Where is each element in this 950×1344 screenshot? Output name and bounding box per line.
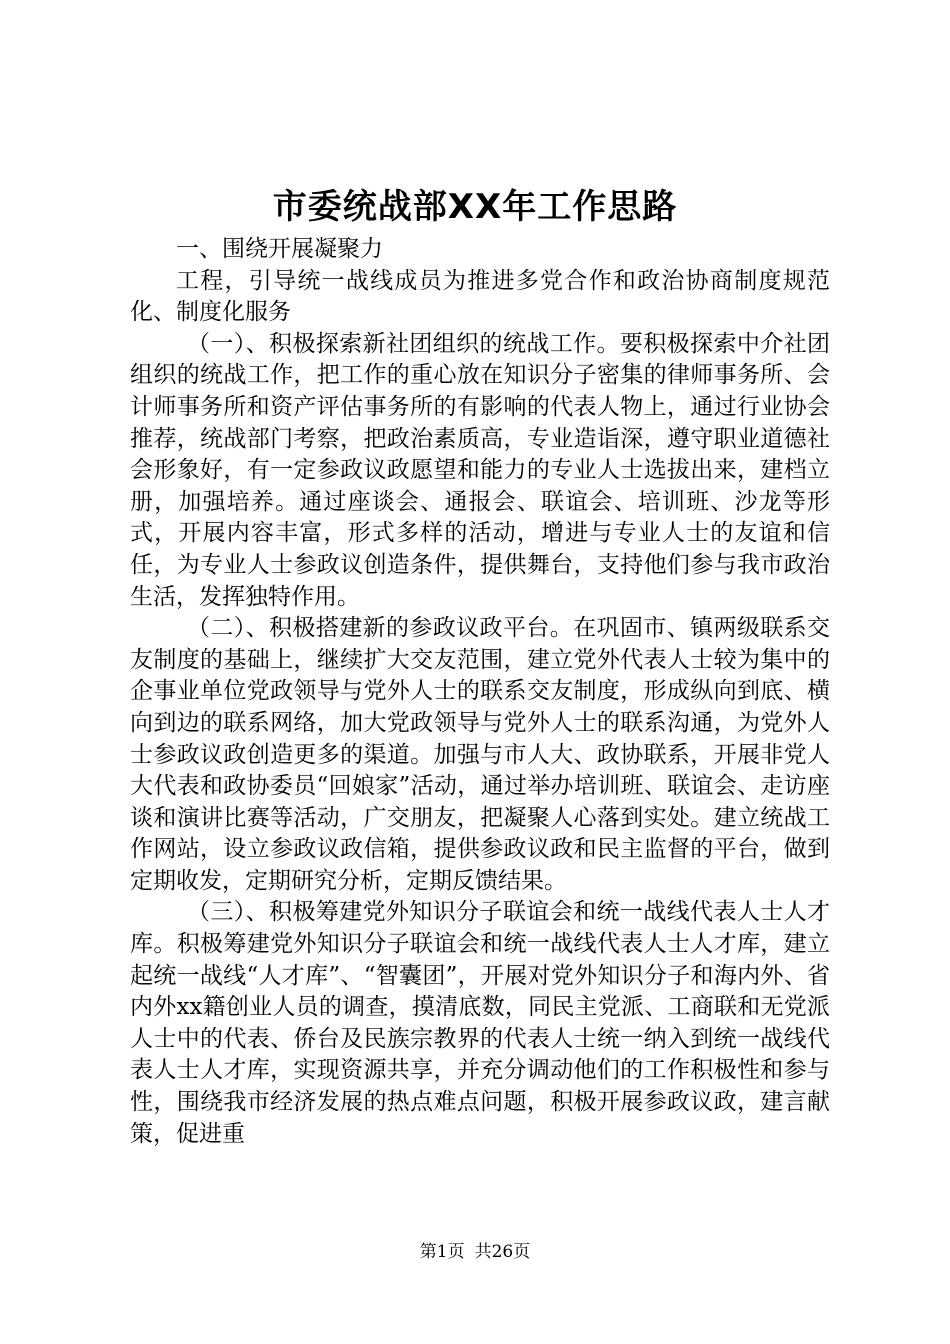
page-footer: [0, 1240, 950, 1264]
body-paragraph: （一）、积极探索新社团组织的统战工作。要积极探索中介社团组织的统战工作，把工作的重心放在知识分子密集的律师事务所、会计师事务所和资产评估事务所的有影响的代表人物上，通过行业协会推荐，统战部门考察，把政治素质高，专业造诣深，遵守职业道德社会形象好，有一定参政议政愿望和能力的专业人士选拔出来，建档立册，加强培养。通过座谈会、通报会、联谊会、培训班、沙龙等形式，开展内容丰富，形式多样的活动，增进与专业人士的友谊和信任，为专业人士参政议创造条件，提供舞台，支持他们参与我市政治生活，发挥独特作用。: [130, 330, 830, 610]
page-number: 第1页: [419, 1242, 465, 1262]
document-title: 市委统战部XX年工作思路: [272, 187, 678, 227]
body-paragraph: 工程，引导统一战线成员为推进多党合作和政治协商制度规范化、制度化服务: [130, 267, 830, 326]
body-paragraph: （三）、积极筹建党外知识分子联谊会和统一战线代表人士人才库。积极筹建党外知识分子联谊会和统一战线代表人士人才库，建立起统一战线“人才库”、“智囊团”，开展对党外知识分子和海内外、省内外xx籍创业人员的调查，摸清底数，同民主党派、工商联和无党派人士中的代表、侨台及民族宗教界的代表人士统一纳入到统一战线代表人士人才库，实现资源共享，并充分调动他们的工作积极性和参与性，围绕我市经济发展的热点难点问题，积极开展参政议政，建言献策，促进重: [130, 899, 830, 1147]
document-body: [130, 234, 830, 1150]
section-heading: 一、围绕开展凝聚力: [176, 236, 383, 262]
body-paragraph: （二）、积极搭建新的参政议政平台。在巩固市、镇两级联系交友制度的基础上，继续扩大交友范围，建立党外代表人士较为集中的企事业单位党政领导与党外人士的联系交友制度，形成纵向到底、横向到边的联系网络，加大党政领导与党外人士的联系沟通，为党外人士参政议政创造更多的渠道。加强与市人大、政协联系，开展非党人大代表和政协委员“回娘家”活动，通过举办培训班、联谊会、走访座谈和演讲比赛等活动，广交朋友，把凝聚人心落到实处。建立统战工作网站，设立参政议政信箱，提供参政议政和民主监督的平台，做到定期收发，定期研究分析，定期反馈结果。: [130, 615, 830, 894]
page-total: 共26页: [474, 1242, 531, 1262]
